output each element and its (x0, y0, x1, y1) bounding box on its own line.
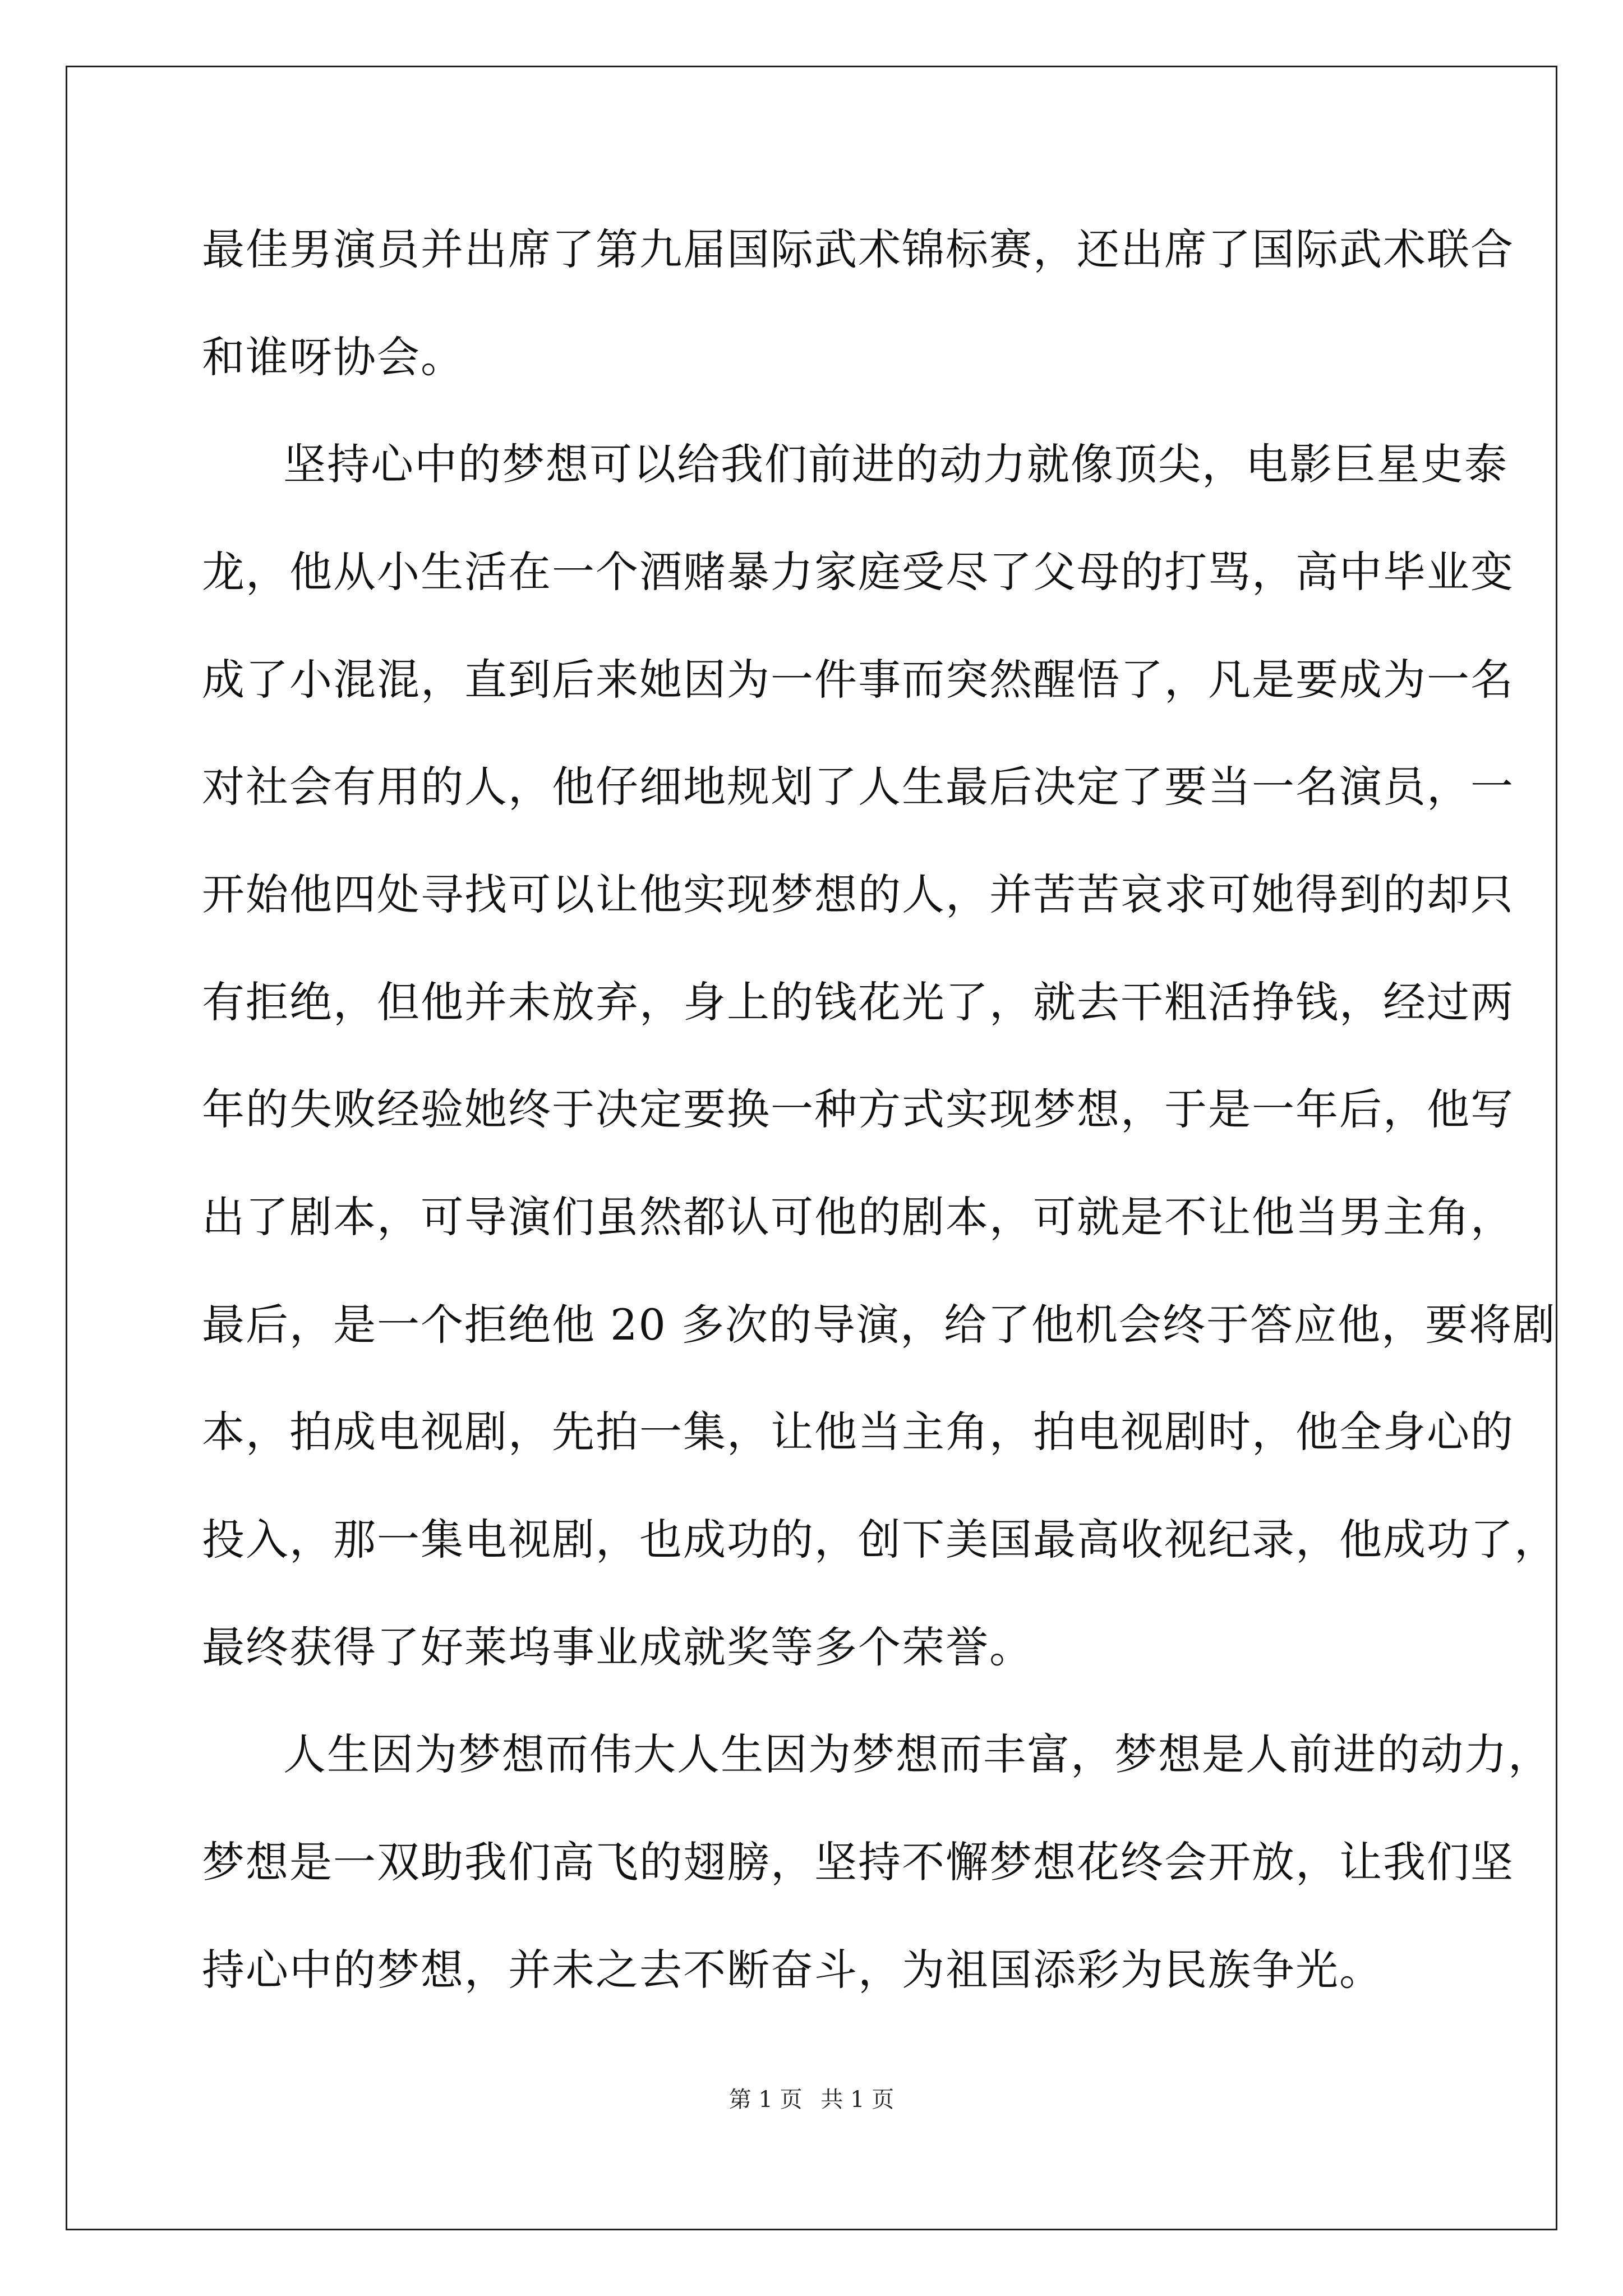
text-line: 最后，是一个拒绝他 20 多次的导演，给了他机会终于答应他，要将剧 (202, 1300, 1557, 1350)
text-line: 本，拍成电视剧，先拍一集，让他当主角，拍电视剧时，他全身心的 (202, 1407, 1514, 1457)
text-line: 持心中的梦想，并未之去不断奋斗，为祖国添彩为民族争光。 (202, 1945, 1383, 1995)
text-line: 成了小混混，直到后来她因为一件事而突然醒悟了，凡是要成为一名 (202, 655, 1514, 705)
text-line: 最终获得了好莱坞事业成就奖等多个荣誉。 (202, 1622, 1033, 1672)
text-line: 开始他四处寻找可以让他实现梦想的人，并苦苦哀求可她得到的却只 (202, 869, 1514, 919)
page-total: 共 1 页 (820, 2087, 895, 2113)
paragraph-start-line: 坚持心中的梦想可以给我们前进的动力就像顶尖，电影巨星史泰 (283, 439, 1508, 489)
page-border (66, 66, 1557, 2230)
text-line: 最佳男演员并出席了第九届国际武术锦标赛，还出席了国际武术联合 (202, 224, 1514, 274)
page-footer (0, 2083, 1623, 2116)
text-line: 梦想是一双助我们高飞的翅膀，坚持不懈梦想花终会开放，让我们坚 (202, 1837, 1514, 1887)
text-line: 出了剧本，可导演们虽然都认可他的剧本，可就是不让他当男主角， (202, 1192, 1514, 1242)
text-line: 有拒绝，但他并未放弃，身上的钱花光了，就去干粗活挣钱，经过两 (202, 977, 1514, 1027)
text-line: 和谁呀协会。 (202, 332, 464, 382)
text-line: 投入，那一集电视剧，也成功的，创下美国最高收视纪录，他成功了， (202, 1515, 1558, 1565)
text-line: 龙，他从小生活在一个酒赌暴力家庭受尽了父母的打骂，高中毕业变 (202, 547, 1514, 597)
text-line: 年的失败经验她终于决定要换一种方式实现梦想，于是一年后，他写 (202, 1084, 1514, 1134)
page-number: 第 1 页 (728, 2087, 803, 2113)
text-line: 对社会有用的人，他仔细地规划了人生最后决定了要当一名演员，一 (202, 762, 1514, 812)
paragraph-start-line: 人生因为梦想而伟大人生因为梦想而丰富，梦想是人前进的动力， (283, 1729, 1552, 1779)
